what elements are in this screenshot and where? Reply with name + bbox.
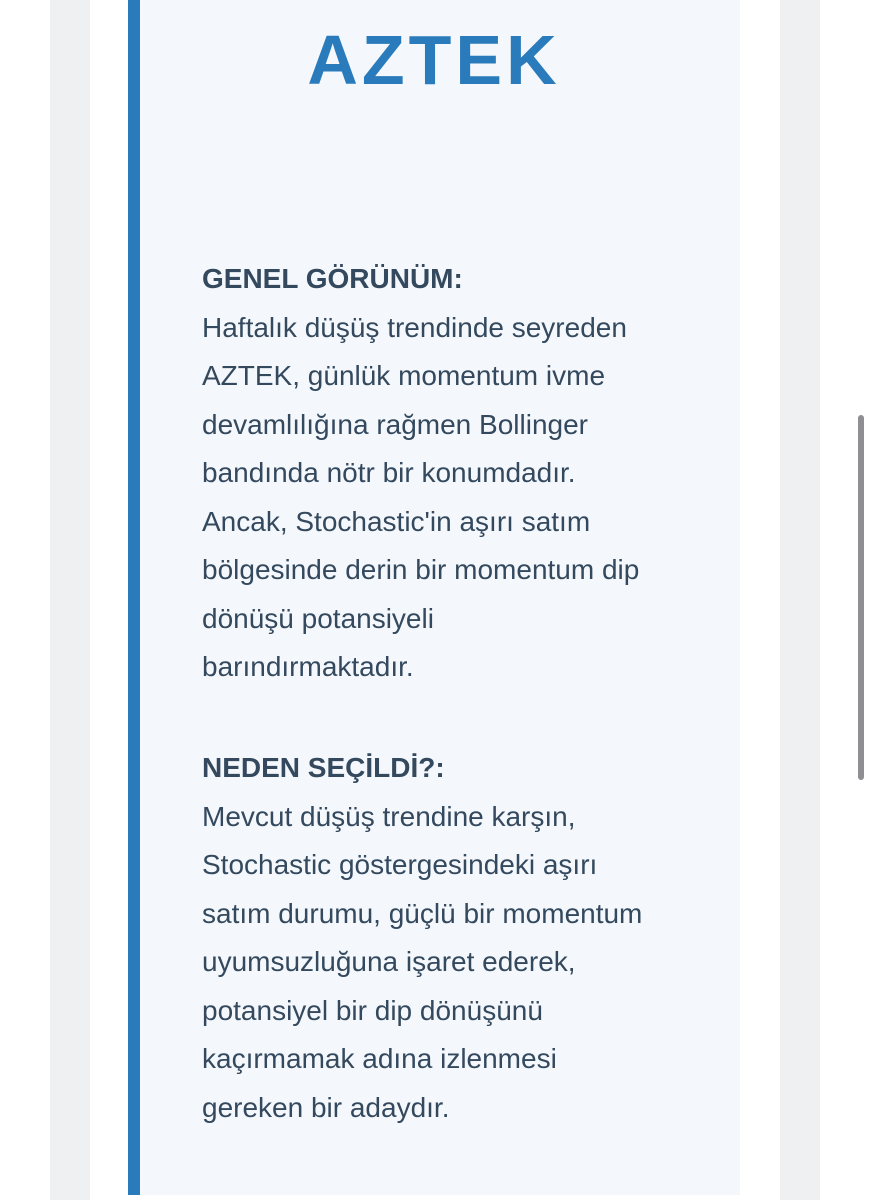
why-selected-line: gereken bir adaydır. [202, 1091, 450, 1123]
why-selected-line: potansiyel bir dip dönüşünü [202, 994, 543, 1026]
why-selected-line: Stochastic göstergesindeki aşırı [202, 849, 598, 880]
callout-accent-bar [128, 0, 140, 1195]
why-selected-line: kaçırmamak adına izlenmesi [202, 1043, 557, 1074]
overview-line: bölgesinde derin bir momentum dip [202, 554, 640, 585]
overview-line: Ancak, Stochastic'in aşırı satım [202, 505, 591, 537]
overview-line: dönüşü potansiyeli [202, 602, 434, 634]
overview-section [202, 255, 722, 692]
overview-heading: GENEL GÖRÜNÜM: [202, 263, 463, 294]
overview-line: barındırmaktadır. [202, 651, 414, 682]
why-selected-line: satım durumu, güçlü bir momentum [202, 897, 643, 929]
why-selected-line: uyumsuzluğuna işaret ederek, [202, 946, 576, 977]
overview-line: AZTEK, günlük momentum ivme [202, 360, 606, 391]
why-selected-section [202, 744, 722, 1132]
why-selected-line: Mevcut düşüş trendine karşın, [202, 800, 576, 832]
overview-line: devamlılığına rağmen Bollinger [202, 408, 588, 440]
vertical-scrollbar[interactable] [858, 415, 864, 780]
overview-line: bandında nötr bir konumdadır. [202, 457, 576, 488]
ticker-title: AZTEK [307, 21, 561, 99]
why-selected-heading: NEDEN SEÇİLDİ?: [202, 752, 445, 783]
overview-line: Haftalık düşüş trendinde seyreden [202, 311, 627, 343]
